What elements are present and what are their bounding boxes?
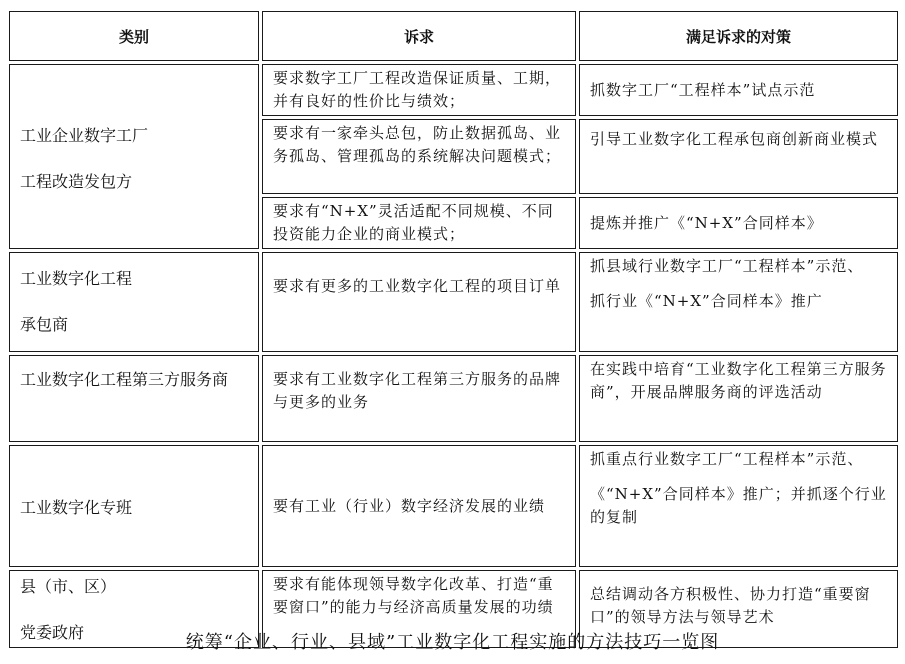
requirement-cell: 要有工业（行业）数字经济发展的业绩 [262,445,576,567]
category-cell [9,252,259,352]
table-row [9,445,898,567]
category-cell [9,64,259,249]
table-row [9,252,898,352]
countermeasure-cell: 引导工业数字化工程承包商创新商业模式 [579,119,898,194]
countermeasure-cell [579,445,898,567]
category-cell: 工业数字化专班 [9,445,259,567]
countermeasure-text: 抓行业《“N+X”合同样本》推广 [590,292,823,310]
category-text: 承包商 [20,315,69,334]
category-text: 县（市、区） [20,577,117,596]
category-text: 工业数字化工程 [20,269,133,288]
header-countermeasure: 满足诉求的对策 [579,11,898,61]
countermeasure-cell: 提炼并推广《“N+X”合同样本》 [579,197,898,249]
requirement-cell: 要求有能体现领导数字化改革、打造“重要窗口”的能力与经济高质量发展的功绩 [262,570,576,648]
category-cell: 工业数字化工程第三方服务商 [9,355,259,442]
overview-table-container [6,8,898,651]
category-text: 工业企业数字工厂 [20,125,149,145]
figure-caption: 统筹“企业、行业、县域”工业数字化工程实施的方法技巧一览图 [185,632,720,653]
requirement-cell: 要求数字工厂工程改造保证质量、工期，并有良好的性价比与绩效； [262,64,576,116]
requirement-cell: 要求有更多的工业数字化工程的项目订单 [262,252,576,352]
countermeasure-cell: 总结调动各方积极性、协力打造“重要窗口”的领导方法与领导艺术 [579,570,898,648]
requirement-cell: 要求有工业数字化工程第三方服务的品牌与更多的业务 [262,355,576,442]
header-requirement: 诉求 [262,11,576,61]
requirement-cell: 要求有“N+X”灵活适配不同规模、不同投资能力企业的商业模式； [262,197,576,249]
countermeasure-text: 抓县域行业数字工厂“工程样本”示范、 [590,257,864,275]
header-category: 类别 [9,11,259,61]
countermeasure-text: 《“N+X”合同样本》推广；并抓逐个行业的复制 [590,485,887,526]
category-text: 党委政府 [20,623,85,642]
countermeasure-cell: 抓数字工厂“工程样本”试点示范 [579,64,898,116]
countermeasure-cell: 在实践中培育“工业数字化工程第三方服务商”，开展品牌服务商的评选活动 [579,355,898,442]
table-row [9,64,898,116]
requirement-cell: 要求有一家牵头总包，防止数据孤岛、业务孤岛、管理孤岛的系统解决问题模式； [262,119,576,194]
category-text: 工程改造发包方 [20,171,133,191]
countermeasure-text: 抓重点行业数字工厂“工程样本”示范、 [590,450,864,468]
countermeasure-cell [579,252,898,352]
header-row [9,11,898,61]
overview-table [6,8,901,651]
table-row [9,355,898,442]
